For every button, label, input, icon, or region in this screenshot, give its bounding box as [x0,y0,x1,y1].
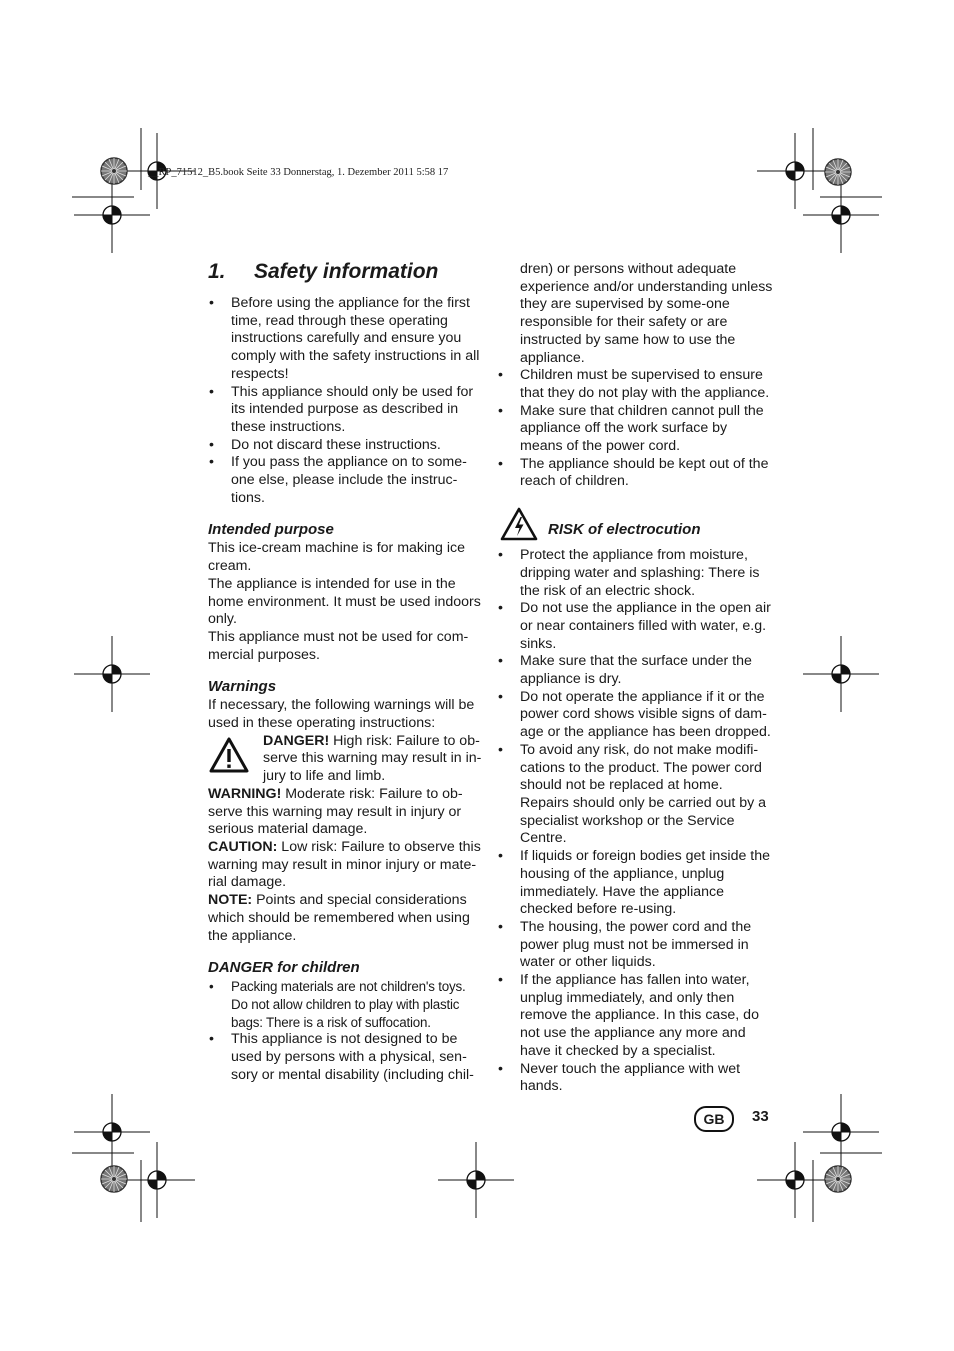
list-item: • This appliance is not designed to be used by persons with a physical, sen-sory or mental disability (including chil- [208,1031,483,1084]
danger-definition [208,733,483,786]
intended-purpose-heading: Intended purpose [208,521,334,539]
list-item: • If you pass the appliance on to some-one else, please include the instruc-tions. [208,454,483,507]
list-item: • The housing, the power cord and the power plug must not be immersed in water or other liquids. [497,919,773,972]
warning-definition [208,786,483,839]
page-title [208,259,483,285]
intro-list [208,295,483,507]
list-item: • Do not operate the appliance if it or the power cord shows visible signs of dam-age or the appliance has been dropped. [497,689,773,742]
caution-label: CAUTION: [208,838,278,855]
electrocution-heading: RISK of electrocution [548,521,701,539]
paragraph: This appliance must not be used for com-mercial purposes. [208,628,469,663]
children-list-continued [497,367,773,491]
paragraph: The appliance is intended for use in the home environment. It must be used indoors only. [208,575,481,628]
list-item: • If liquids or foreign bodies get inside the housing of the appliance, unplug immediately. Have the appliance checked before re-using. [497,848,773,919]
list-item: • Before using the appliance for the first time, read through these operating instructions carefully and ensure you comply with the safety instructions in all respects! [208,295,483,384]
paragraph: This ice-cream machine is for making ice cream. [208,540,466,575]
left-column [208,259,483,1084]
warnings-heading: Warnings [208,678,277,696]
electric-shock-icon [500,507,538,541]
note-text: Points and special considerations which should be remembered when using the appliance. [208,892,470,944]
print-file-info: __RP_71512_B5.book Seite 33 Donnerstag, 1. Dezember 2011 5:58 17 [148,167,449,178]
electrocution-header [497,507,773,547]
list-item: • Never touch the appliance with wet hands. [497,1061,773,1096]
list-item: • The appliance should be kept out of the reach of children. [497,456,773,491]
caution-text: Low risk: Failure to observe this warning may result in minor injury or mate-rial damage. [208,838,481,891]
list-item: • Children must be supervised to ensure that they do not play with the appliance. [497,367,773,402]
children-list [208,978,483,1084]
list-item: • Make sure that the surface under the appliance is dry. [497,653,773,688]
warning-label: WARNING! [208,785,282,802]
electrocution-list [497,547,773,1096]
danger-label: DANGER! [263,732,330,749]
warning-text: Moderate risk: Failure to ob-serve this warning may result in injury or serious material damage. [208,785,463,838]
note-label: NOTE: [208,892,253,909]
list-item: • If the appliance has fallen into water, unplug immediately, and only then remove the appliance. In this case, do not use the appliance any more and have it checked by a specialist. [497,972,773,1061]
language-badge: GB [694,1106,734,1132]
note-definition [208,892,483,945]
danger-text: High risk: Failure to ob-serve this warning may result in in-jury to life and limb. [263,732,482,785]
page-number: 33 [752,1108,769,1125]
list-item: • Do not discard these instructions. [208,437,483,455]
danger-children-heading: DANGER for children [208,959,360,977]
list-item: • Protect the appliance from moisture, dripping water and splashing: There is the risk of an electric shock. [497,547,773,600]
list-item: • Do not use the appliance in the open air or near containers filled with water, e.g. sinks. [497,600,773,653]
list-item: • Make sure that children cannot pull the appliance off the work surface by means of the power cord. [497,403,773,456]
right-column [497,261,773,1096]
warnings-intro: If necessary, the following warnings will be used in these operating instructions: [208,697,475,732]
list-item: • This appliance should only be used for its intended purpose as described in these instructions. [208,384,483,437]
warning-triangle-icon [209,737,249,773]
section-title: Safety information [254,260,439,283]
continued-text: dren) or persons without adequate experience and/or understanding unless they are supervised by some-one responsible for their safety or are instructed by same how to use the appliance. [520,261,773,366]
list-item: • Packing materials are not children's toys. Do not allow children to play with plastic bags: There is a risk of suffocation. [208,978,483,1031]
list-item: • To avoid any risk, do not make modifi-cations to the product. The power cord should not be replaced at home. Repairs should only be carried out by a specialist workshop or the Service Centre. [497,742,773,848]
caution-definition [208,839,483,892]
section-number: 1. [208,260,226,283]
